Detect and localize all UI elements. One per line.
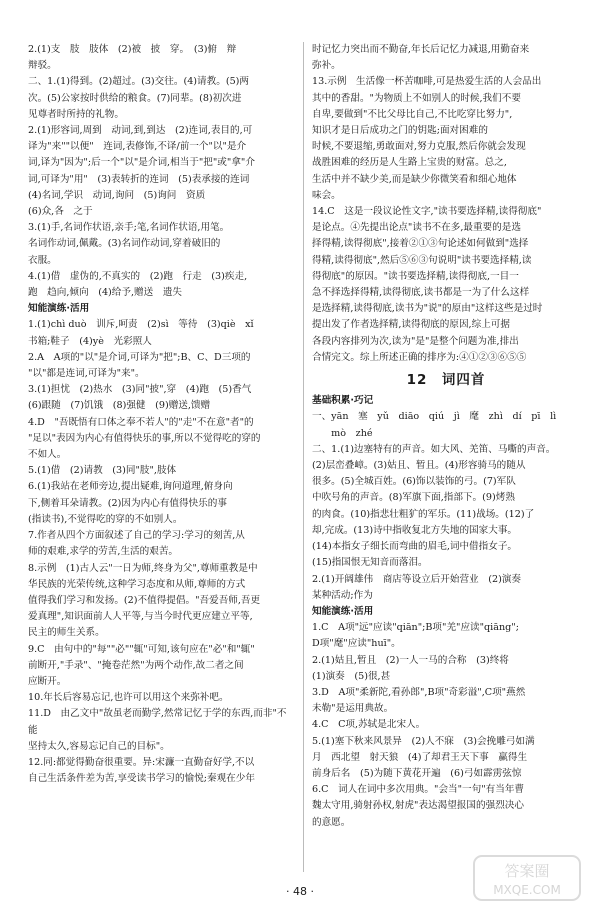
text-line: 中吹号角的声音。(8)军旗下面,指部下。(9)烤熟 — [312, 492, 515, 504]
text-line: 很多。(5)全城百姓。(6)饰以装饰的弓。(7)军队 — [312, 476, 516, 488]
text-line: 前身后名 (5)为随下黄花开遍 (6)弓如霹雳弦惊 — [312, 767, 522, 779]
text-line: 民主的师生关系。 — [28, 627, 105, 639]
text-line: 是选择精,读得彻底,读书为"说"的原由"这样这些是过时 — [312, 303, 543, 315]
text-line: 弥补。 — [312, 60, 341, 72]
right-column-apply — [312, 572, 580, 831]
text-line: 未勒"是运用典故。 — [312, 703, 394, 715]
text-line: 月 西北望 射天狼 (4)了却君王天下事 赢得生 — [312, 751, 528, 763]
text-line: 辩驳。 — [28, 60, 57, 72]
text-line: "以"都是连词,可译为"来"。 — [28, 368, 145, 380]
svg-text:MXQE.COM: MXQE.COM — [493, 883, 561, 897]
subsection-heading: 知能演练·活用 — [28, 303, 90, 315]
text-line: 得彻底"的原因。"读书要选择精,读得彻底,一目一 — [312, 270, 519, 282]
text-line: 6.(1)我站在老师旁边,提出疑难,询问道理,俯身向 — [28, 481, 233, 493]
text-line: 12.同:都觉得勤奋很重要。异:宋濂一直勤奋好学,不以 — [28, 756, 255, 768]
left-column — [28, 42, 296, 787]
text-line: 衣服。 — [28, 254, 57, 266]
text-line: D项"麾"应读"huī"。 — [312, 638, 401, 650]
text-line: (4)名词,学识 动词,询问 (5)询问 资质 — [28, 189, 206, 201]
text-line: 的肉食。(10)指悲壮粗犷的军乐。(11)战场。(12)了 — [312, 508, 535, 520]
text-line: 8.示例 (1)古人云"一日为师,终身为父",尊师重教是中 — [28, 562, 258, 574]
text-line: 某种活动;作为 — [312, 589, 373, 601]
text-line: 5.(1)塞下秋来风景异 (2)人不寐 (3)会挽雕弓如满 — [312, 735, 535, 747]
text-line: (指读书),不觉得吃的穿的不如别人。 — [28, 513, 183, 525]
text-line: 的意愿。 — [312, 816, 351, 828]
text-line: "足以"表因为内心有值得快乐的事,所以不觉得吃的穿的 — [28, 432, 261, 444]
text-line: 爱真理",知识面前人人平等,与当今时代更应建立平等, — [28, 611, 253, 623]
text-line: 词,译为"因为";后一个"以"是介词,相当于"把"或"拿"介 — [28, 157, 255, 169]
text-line: (1)演奏 (5)很,甚 — [312, 670, 391, 682]
text-line: 见尊者时所持的礼物。 — [28, 108, 124, 120]
text-line: 值得我们学习和发扬。(2)不值得提倡。"吾爱吾师,吾更 — [28, 594, 261, 606]
text-line: 生活中并不缺少美,而是缺少你微笑看和细心地体 — [312, 173, 517, 185]
text-line: 战胜困难的经历是人生路上宝贵的财富。总之, — [312, 157, 507, 169]
text-line: 2.(1)支 肢 肢体 (2)被 披 穿。 (3)俯 辩 — [28, 44, 237, 55]
text-line: 应断开。 — [28, 675, 67, 687]
text-line: 2.(1)开阔雄伟 商店等设立后开始营业 (2)演奏 — [312, 573, 522, 585]
page-number: · 48 · — [286, 885, 314, 898]
text-line: 味会。 — [312, 189, 341, 201]
text-line: 3.(1)担忧 (2)热水 (3)同"披",穿 (4)跑 (5)香气 — [28, 384, 252, 396]
text-line: 提出发了作者选择精,读得彻底的原因,综上可据 — [312, 319, 510, 331]
text-line: 名词作动词,佩戴。(3)名词作动词,穿着破旧的 — [28, 238, 221, 250]
text-line: 译为"来""以便" 连词,表修饰,不译/前一个"以"是介 — [28, 141, 247, 153]
text-line: (14)本指女子细长而弯曲的眉毛,词中借指女子。 — [312, 541, 518, 553]
text-line: 华民族的光荣传统,这种学习态度和从师,尊师的方式 — [28, 578, 246, 590]
text-line: 2.(1)形容词,周到 动词,到,到达 (2)连词,表目的,可 — [28, 125, 253, 137]
section-basic-heading: 基础积累·巧记 — [312, 395, 374, 407]
text-line: 2.A A项的"以"是介词,可译为"把";B、C、D三项的 — [28, 351, 251, 363]
text-line: 时记忆力突出而不勤奋,年长后记忆力减退,用勤奋来 — [312, 44, 530, 55]
text-line: 1.(1)chì duò 训斥,呵责 (2)sì 等待 (3)qiè xǐ — [28, 319, 254, 331]
text-line: 急不择选择得精,读得彻底,读书都是一为了什么这样 — [312, 287, 530, 299]
text-line: 1.C A项"远"应读"qiān";B项"羌"应读"qiāng"; — [312, 622, 519, 634]
text-line: 师的艰难,求学的劳苦,生活的艰苦。 — [28, 546, 179, 558]
text-line: 书箱;鞋子 (4)yè 光彩照人 — [28, 335, 152, 347]
right-column-bottom — [312, 409, 580, 571]
text-line: 二、1.(1)得到。(2)超过。(3)交往。(4)请教。(5)两 — [28, 76, 250, 88]
text-line: 次。(5)公家按时供给的粮食。(7)同辈。(8)初次进 — [28, 92, 242, 104]
text-line: 坚持太久,容易忘记自己的目标"。 — [28, 740, 170, 752]
subsection-heading: 知能演练·活用 — [312, 605, 374, 617]
text-line: 4.C C项,苏轼是北宋人。 — [312, 719, 426, 731]
text-line: 词,可译为"用" (3)表转折的连词 (5)表承接的连词 — [28, 173, 250, 185]
text-line: (2)层峦叠嶂。(3)姑且、暂且。(4)形容骑马的随从 — [312, 460, 526, 472]
watermark-logo-icon — [472, 852, 582, 904]
text-line: 知识才是日后成功之门的钥匙;面对困难的 — [312, 125, 488, 137]
section-title: 12 词四首 — [406, 372, 486, 389]
text-line: 7.作者从四个方面叙述了自己的学习:学习的刻苦,从 — [28, 530, 245, 542]
text-line: mò zhé — [312, 427, 373, 439]
text-line: 择得精,读得彻底",接着②①③句论述如何做到"选择 — [312, 238, 529, 250]
text-line: 13.示例 生活像一杯苦咖啡,可是热爱生活的人会品出 — [312, 76, 542, 88]
right-column — [312, 42, 580, 831]
text-line: 9.C 由句中的"每""必""辄"可知,该句应在"必"和"辄" — [28, 643, 255, 655]
text-line: 3.(1)手,名词作状语,亲手;笔,名词作状语,用笔。 — [28, 222, 230, 234]
text-line: (6)跟随 (7)饥饿 (8)强健 (9)赠送,馈赠 — [28, 400, 211, 412]
text-line: 下,侧着耳朵请教。(2)因为内心有值得快乐的事 — [28, 497, 227, 509]
text-line: 4.D "吾既悟有口体之奉不若人"的"走"不在意"者"的 — [28, 416, 254, 428]
text-line: 11.D 由乙文中"故虽老而勤学,然常记忆于学的东西,而非"不能 — [28, 708, 287, 736]
text-line: 二、1.(1)边塞特有的声音。如大风、羌笛、马嘶的声音。 — [312, 443, 556, 455]
text-line: 10.年长后容易忘记,也许可以用这个来弥补吧。 — [28, 692, 229, 704]
text-line: 合情完文。综上所述正确的排序为:④①②③⑥⑤⑤ — [312, 351, 527, 363]
text-line: 14.C 这是一段议论性文字,"读书要选择精,读得彻底" — [312, 206, 542, 218]
text-line: 不如人。 — [28, 449, 67, 461]
text-line: 却,完成。(13)诗中指收复北方失地的国家大事。 — [312, 524, 518, 536]
column-divider — [303, 42, 304, 872]
text-line: 自卑,要做到"不比父母比自己,不比吃穿比努力", — [312, 108, 513, 120]
text-line: 2.(1)姑且,暂且 (2)一人一马的合称 (3)终将 — [312, 654, 509, 666]
text-line: 4.(1)借 虚伪的,不真实的 (2)跑 行走 (3)疾走, — [28, 270, 248, 282]
text-line: 跑 趋向,倾向 (4)给予,赠送 遗失 — [28, 287, 183, 299]
text-line: 魏太守用,骑射孙权,射虎"表达渴望报国的强烈决心 — [312, 800, 524, 812]
text-line: 6.C 词人在词中多次用典。"会当"一句"有当年曹 — [312, 784, 525, 796]
text-line: (15)指国恨无知音而落泪。 — [312, 557, 428, 569]
text-line: 得精,读得彻底",然后⑤⑥③句说明"读书要选择精,读 — [312, 254, 532, 266]
text-line: 自己生活条件差为苦,享受读书学习的愉悦;秦观在少年 — [28, 773, 255, 785]
text-line: 其中的香甜。"为物质上不如别人的时候,我们不要 — [312, 92, 521, 104]
text-line: (6)众,各 之于 — [28, 206, 93, 218]
svg-text:答案圈: 答案圈 — [504, 862, 550, 880]
text-line: 5.(1)借 (2)请教 (3)同"肢",肢体 — [28, 465, 177, 477]
right-column-top — [312, 42, 580, 366]
text-line: 一、yān 塞 yǔ diāo qiú jì 麾 zhì dí pī lì — [312, 411, 557, 423]
text-line: 是论点。④先提出论点"读书不在多,最重要的是选 — [312, 222, 521, 234]
text-line: 3.D A项"柔新陀,看孙郎",B项"奇彩溢",C项"燕然 — [312, 686, 526, 698]
text-line: 各段内容排列为次,读为"是"是整个问题为准,排出 — [312, 335, 519, 347]
text-line: 前断开,"手录"、"掩卷茫然"为两个动作,故二者之间 — [28, 659, 244, 671]
text-line: 时候,不要退缩,勇敢面对,努力克服,然后你就会发现 — [312, 141, 526, 153]
